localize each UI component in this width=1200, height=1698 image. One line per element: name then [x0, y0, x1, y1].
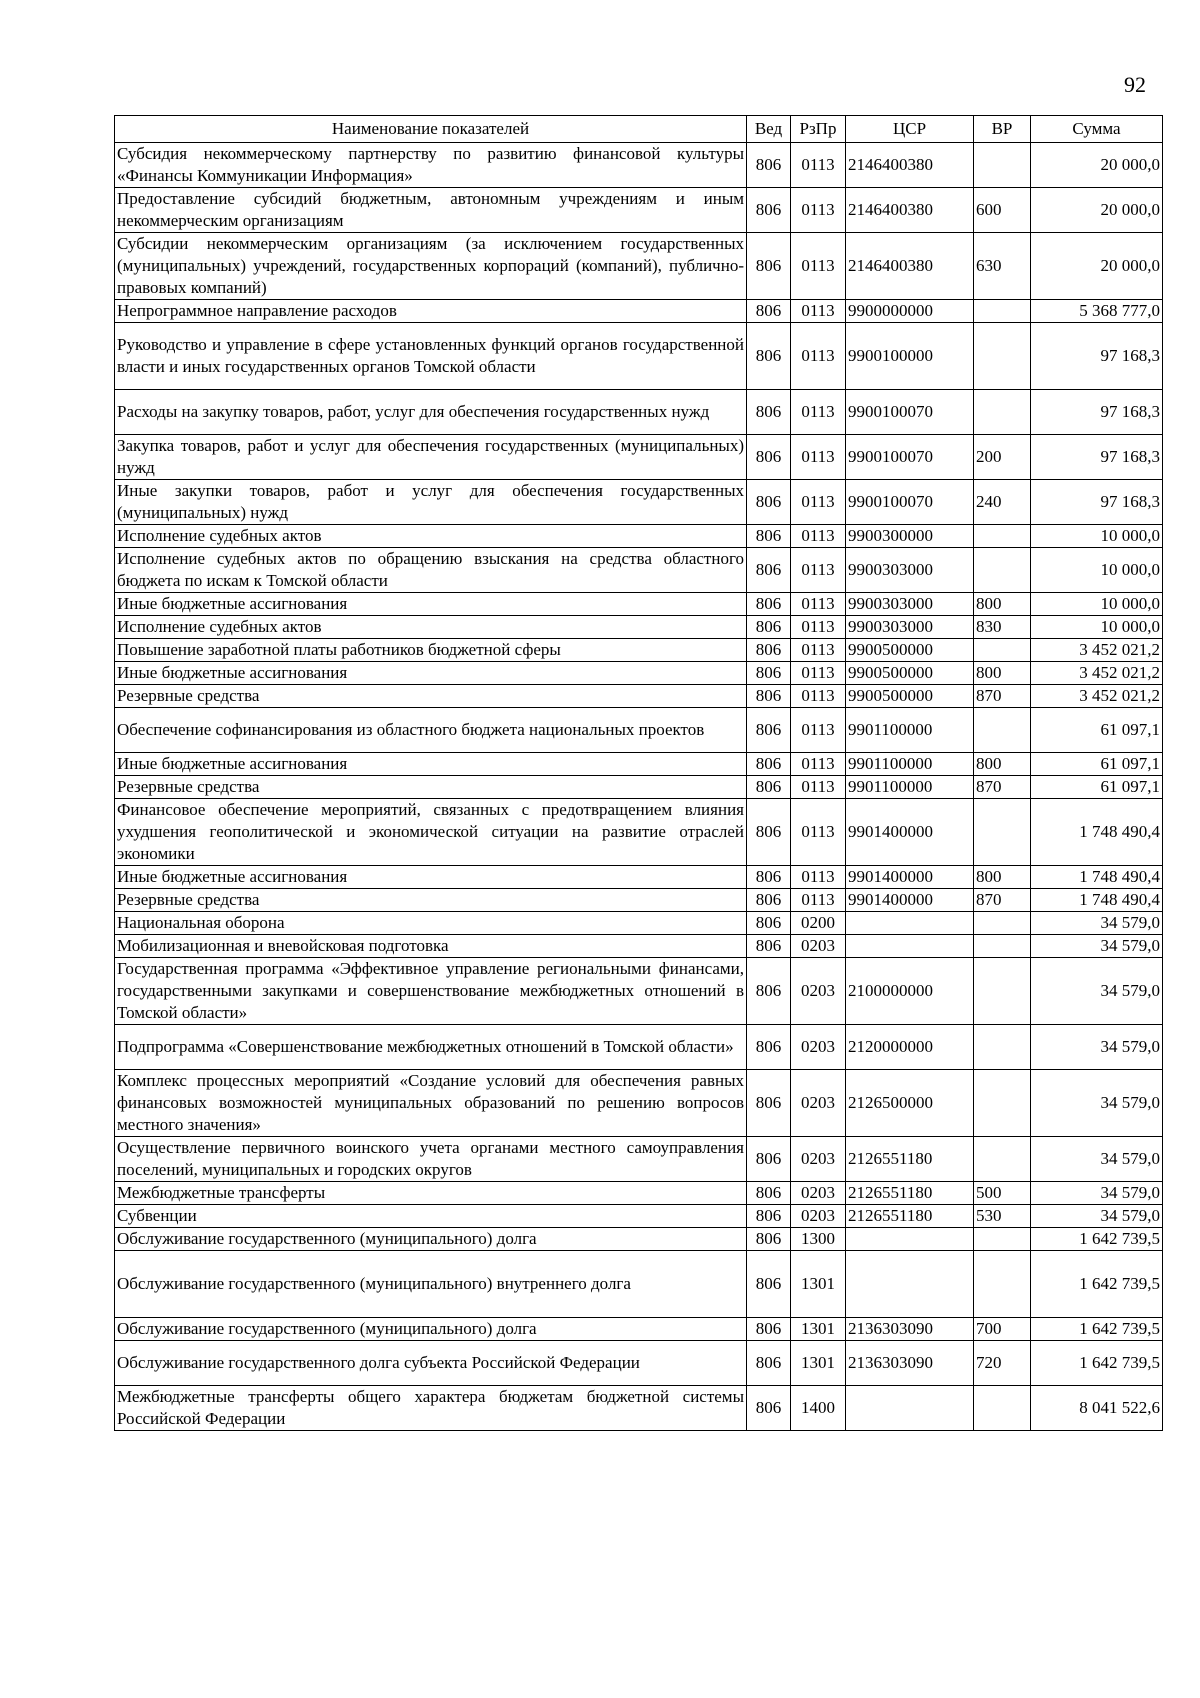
table-row [115, 776, 1163, 799]
cell-csr: 2126500000 [846, 1070, 974, 1137]
cell-name: Руководство и управление в сфере установленных функций органов государственной власти и иных государственных органов Томской области [115, 323, 747, 390]
cell-ved: 806 [747, 866, 791, 889]
table-row [115, 323, 1163, 390]
cell-name: Субсидии некоммерческим организациям (за исключением государственных (муниципальных) учреждений, государственных корпораций (компаний), публично-правовых компаний) [115, 233, 747, 300]
cell-ved: 806 [747, 708, 791, 753]
cell-ved: 806 [747, 300, 791, 323]
cell-vr [974, 300, 1031, 323]
cell-rzpr: 0200 [791, 912, 846, 935]
cell-sum: 1 642 739,5 [1031, 1228, 1163, 1251]
cell-vr [974, 1228, 1031, 1251]
cell-name: Подпрограмма «Совершенствование межбюджетных отношений в Томской области» [115, 1025, 747, 1070]
cell-name: Межбюджетные трансферты общего характера бюджетам бюджетной системы Российской Федерации [115, 1386, 747, 1431]
cell-name: Национальная оборона [115, 912, 747, 935]
cell-ved: 806 [747, 1341, 791, 1386]
cell-vr: 870 [974, 889, 1031, 912]
cell-name: Исполнение судебных актов [115, 616, 747, 639]
cell-csr: 2136303090 [846, 1341, 974, 1386]
cell-vr: 700 [974, 1318, 1031, 1341]
cell-name: Иные бюджетные ассигнования [115, 593, 747, 616]
cell-name: Повышение заработной платы работников бюджетной сферы [115, 639, 747, 662]
cell-name: Резервные средства [115, 776, 747, 799]
cell-ved: 806 [747, 1070, 791, 1137]
cell-vr: 240 [974, 480, 1031, 525]
cell-name: Иные закупки товаров, работ и услуг для обеспечения государственных (муниципальных) нужд [115, 480, 747, 525]
cell-ved: 806 [747, 1025, 791, 1070]
header-rzpr: РзПр [791, 116, 846, 143]
cell-vr: 800 [974, 593, 1031, 616]
table-row [115, 889, 1163, 912]
cell-ved: 806 [747, 1318, 791, 1341]
cell-sum: 97 168,3 [1031, 435, 1163, 480]
cell-rzpr: 1301 [791, 1251, 846, 1318]
cell-sum: 1 642 739,5 [1031, 1341, 1163, 1386]
cell-csr: 9900500000 [846, 639, 974, 662]
cell-ved: 806 [747, 548, 791, 593]
cell-ved: 806 [747, 662, 791, 685]
cell-sum: 34 579,0 [1031, 1025, 1163, 1070]
cell-ved: 806 [747, 390, 791, 435]
cell-rzpr: 0203 [791, 1070, 846, 1137]
cell-vr: 500 [974, 1182, 1031, 1205]
table-row [115, 233, 1163, 300]
table-row [115, 912, 1163, 935]
cell-name: Осуществление первичного воинского учета органами местного самоуправления поселений, муниципальных и городских округов [115, 1137, 747, 1182]
cell-vr: 630 [974, 233, 1031, 300]
cell-rzpr: 0113 [791, 323, 846, 390]
cell-ved: 806 [747, 685, 791, 708]
cell-name: Иные бюджетные ассигнования [115, 662, 747, 685]
cell-sum: 10 000,0 [1031, 548, 1163, 593]
cell-ved: 806 [747, 143, 791, 188]
cell-csr: 9901400000 [846, 799, 974, 866]
cell-rzpr: 0113 [791, 233, 846, 300]
cell-sum: 10 000,0 [1031, 525, 1163, 548]
table-row [115, 662, 1163, 685]
cell-vr [974, 1251, 1031, 1318]
cell-name: Межбюджетные трансферты [115, 1182, 747, 1205]
table-row [115, 548, 1163, 593]
cell-ved: 806 [747, 912, 791, 935]
cell-vr: 800 [974, 662, 1031, 685]
cell-csr: 9901100000 [846, 753, 974, 776]
cell-csr [846, 1386, 974, 1431]
cell-name: Исполнение судебных актов по обращению взыскания на средства областного бюджета по искам к Томской области [115, 548, 747, 593]
table-row [115, 390, 1163, 435]
cell-ved: 806 [747, 889, 791, 912]
cell-ved: 806 [747, 480, 791, 525]
cell-csr: 2136303090 [846, 1318, 974, 1341]
cell-sum: 34 579,0 [1031, 1137, 1163, 1182]
cell-csr [846, 1251, 974, 1318]
cell-rzpr: 0113 [791, 143, 846, 188]
cell-csr: 9901100000 [846, 708, 974, 753]
table-row [115, 1228, 1163, 1251]
table-row [115, 616, 1163, 639]
cell-name: Обслуживание государственного (муниципального) долга [115, 1318, 747, 1341]
cell-name: Обслуживание государственного (муниципального) долга [115, 1228, 747, 1251]
cell-sum: 3 452 021,2 [1031, 662, 1163, 685]
cell-csr: 9900100070 [846, 480, 974, 525]
cell-rzpr: 0113 [791, 866, 846, 889]
cell-csr: 2146400380 [846, 188, 974, 233]
cell-rzpr: 0203 [791, 935, 846, 958]
cell-name: Субвенции [115, 1205, 747, 1228]
cell-rzpr: 0113 [791, 889, 846, 912]
table-row [115, 300, 1163, 323]
header-name: Наименование показателей [115, 116, 747, 143]
cell-vr [974, 1137, 1031, 1182]
cell-csr: 9900100070 [846, 435, 974, 480]
cell-sum: 3 452 021,2 [1031, 639, 1163, 662]
cell-name: Исполнение судебных актов [115, 525, 747, 548]
cell-ved: 806 [747, 233, 791, 300]
cell-rzpr: 0113 [791, 390, 846, 435]
cell-sum: 3 452 021,2 [1031, 685, 1163, 708]
cell-name: Иные бюджетные ассигнования [115, 753, 747, 776]
cell-ved: 806 [747, 1137, 791, 1182]
cell-vr: 720 [974, 1341, 1031, 1386]
cell-csr: 2126551180 [846, 1182, 974, 1205]
cell-rzpr: 0203 [791, 958, 846, 1025]
cell-sum: 1 642 739,5 [1031, 1318, 1163, 1341]
cell-rzpr: 0113 [791, 639, 846, 662]
table-row [115, 866, 1163, 889]
cell-csr: 9900303000 [846, 548, 974, 593]
cell-sum: 61 097,1 [1031, 776, 1163, 799]
header-sum: Сумма [1031, 116, 1163, 143]
cell-name: Расходы на закупку товаров, работ, услуг для обеспечения государственных нужд [115, 390, 747, 435]
cell-sum: 1 748 490,4 [1031, 889, 1163, 912]
cell-rzpr: 0113 [791, 188, 846, 233]
cell-rzpr: 0113 [791, 708, 846, 753]
cell-sum: 34 579,0 [1031, 1182, 1163, 1205]
cell-sum: 61 097,1 [1031, 753, 1163, 776]
cell-vr: 200 [974, 435, 1031, 480]
cell-sum: 97 168,3 [1031, 390, 1163, 435]
cell-sum: 1 748 490,4 [1031, 866, 1163, 889]
cell-csr: 2100000000 [846, 958, 974, 1025]
cell-rzpr: 0203 [791, 1025, 846, 1070]
cell-csr [846, 912, 974, 935]
table-row [115, 708, 1163, 753]
cell-csr: 2126551180 [846, 1205, 974, 1228]
cell-ved: 806 [747, 1386, 791, 1431]
cell-csr: 2146400380 [846, 233, 974, 300]
cell-ved: 806 [747, 188, 791, 233]
cell-rzpr: 0113 [791, 525, 846, 548]
budget-table [114, 115, 1163, 1431]
table-row [115, 1182, 1163, 1205]
cell-sum: 20 000,0 [1031, 143, 1163, 188]
cell-name: Обеспечение софинансирования из областного бюджета национальных проектов [115, 708, 747, 753]
cell-ved: 806 [747, 616, 791, 639]
cell-vr [974, 390, 1031, 435]
cell-rzpr: 0203 [791, 1182, 846, 1205]
cell-sum: 10 000,0 [1031, 593, 1163, 616]
cell-rzpr: 0203 [791, 1205, 846, 1228]
cell-ved: 806 [747, 935, 791, 958]
cell-ved: 806 [747, 435, 791, 480]
cell-vr: 870 [974, 685, 1031, 708]
table-row [115, 958, 1163, 1025]
cell-rzpr: 0113 [791, 300, 846, 323]
cell-name: Государственная программа «Эффективное управление региональными финансами, государственными закупками и совершенствование межбюджетных отношений в Томской области» [115, 958, 747, 1025]
page-number: 92 [1124, 72, 1146, 97]
cell-vr [974, 958, 1031, 1025]
table-row [115, 1341, 1163, 1386]
table-row [115, 1205, 1163, 1228]
cell-vr: 600 [974, 188, 1031, 233]
cell-csr: 9900000000 [846, 300, 974, 323]
cell-name: Непрограммное направление расходов [115, 300, 747, 323]
cell-ved: 806 [747, 753, 791, 776]
cell-csr: 2120000000 [846, 1025, 974, 1070]
cell-sum: 34 579,0 [1031, 958, 1163, 1025]
cell-sum: 10 000,0 [1031, 616, 1163, 639]
cell-rzpr: 1301 [791, 1341, 846, 1386]
cell-csr [846, 1228, 974, 1251]
cell-sum: 20 000,0 [1031, 233, 1163, 300]
cell-csr: 9901400000 [846, 889, 974, 912]
table-row [115, 480, 1163, 525]
table-row [115, 935, 1163, 958]
cell-csr: 9900500000 [846, 685, 974, 708]
cell-name: Мобилизационная и вневойсковая подготовка [115, 935, 747, 958]
cell-sum: 8 041 522,6 [1031, 1386, 1163, 1431]
table-row [115, 1318, 1163, 1341]
cell-ved: 806 [747, 639, 791, 662]
cell-ved: 806 [747, 776, 791, 799]
cell-ved: 806 [747, 958, 791, 1025]
table-row [115, 1137, 1163, 1182]
cell-sum: 1 748 490,4 [1031, 799, 1163, 866]
table-row [115, 143, 1163, 188]
cell-vr [974, 708, 1031, 753]
cell-ved: 806 [747, 1251, 791, 1318]
cell-vr: 800 [974, 753, 1031, 776]
cell-vr [974, 799, 1031, 866]
cell-name: Предоставление субсидий бюджетным, автономным учреждениям и иным некоммерческим организациям [115, 188, 747, 233]
cell-vr [974, 323, 1031, 390]
cell-vr: 870 [974, 776, 1031, 799]
cell-rzpr: 0113 [791, 616, 846, 639]
cell-sum: 61 097,1 [1031, 708, 1163, 753]
table-row [115, 1386, 1163, 1431]
cell-rzpr: 0113 [791, 776, 846, 799]
cell-ved: 806 [747, 593, 791, 616]
cell-csr: 9900100000 [846, 323, 974, 390]
cell-vr [974, 912, 1031, 935]
header-vr: ВР [974, 116, 1031, 143]
table-row [115, 799, 1163, 866]
cell-rzpr: 1400 [791, 1386, 846, 1431]
table-row [115, 1070, 1163, 1137]
cell-csr [846, 935, 974, 958]
header-ved: Вед [747, 116, 791, 143]
cell-name: Иные бюджетные ассигнования [115, 866, 747, 889]
cell-rzpr: 0113 [791, 480, 846, 525]
cell-rzpr: 1300 [791, 1228, 846, 1251]
table-row [115, 1251, 1163, 1318]
cell-ved: 806 [747, 525, 791, 548]
cell-rzpr: 0113 [791, 662, 846, 685]
cell-rzpr: 0113 [791, 799, 846, 866]
cell-vr [974, 639, 1031, 662]
cell-csr: 9901400000 [846, 866, 974, 889]
cell-ved: 806 [747, 323, 791, 390]
cell-csr: 9901100000 [846, 776, 974, 799]
table-row [115, 525, 1163, 548]
cell-rzpr: 0203 [791, 1137, 846, 1182]
cell-vr [974, 525, 1031, 548]
cell-name: Обслуживание государственного долга субъекта Российской Федерации [115, 1341, 747, 1386]
cell-sum: 34 579,0 [1031, 1205, 1163, 1228]
table-header-row [115, 116, 1163, 143]
cell-sum: 5 368 777,0 [1031, 300, 1163, 323]
cell-vr [974, 1070, 1031, 1137]
table-row [115, 753, 1163, 776]
cell-vr [974, 1386, 1031, 1431]
cell-name: Финансовое обеспечение мероприятий, связанных с предотвращением влияния ухудшения геополитической и экономической ситуации на развитие отраслей экономики [115, 799, 747, 866]
cell-rzpr: 0113 [791, 753, 846, 776]
table-row [115, 685, 1163, 708]
cell-sum: 97 168,3 [1031, 480, 1163, 525]
cell-ved: 806 [747, 1205, 791, 1228]
cell-csr: 9900500000 [846, 662, 974, 685]
table-row [115, 1025, 1163, 1070]
table-row [115, 188, 1163, 233]
cell-csr: 9900303000 [846, 616, 974, 639]
cell-ved: 806 [747, 799, 791, 866]
header-csr: ЦСР [846, 116, 974, 143]
cell-sum: 1 642 739,5 [1031, 1251, 1163, 1318]
cell-sum: 34 579,0 [1031, 935, 1163, 958]
cell-csr: 9900100070 [846, 390, 974, 435]
table-row [115, 435, 1163, 480]
cell-name: Комплекс процессных мероприятий «Создание условий для обеспечения равных финансовых возможностей муниципальных образований по решению вопросов местного значения» [115, 1070, 747, 1137]
cell-sum: 34 579,0 [1031, 1070, 1163, 1137]
table-row [115, 593, 1163, 616]
cell-vr [974, 143, 1031, 188]
cell-rzpr: 0113 [791, 548, 846, 593]
cell-rzpr: 1301 [791, 1318, 846, 1341]
cell-sum: 20 000,0 [1031, 188, 1163, 233]
cell-name: Резервные средства [115, 685, 747, 708]
cell-sum: 34 579,0 [1031, 912, 1163, 935]
cell-name: Закупка товаров, работ и услуг для обеспечения государственных (муниципальных) нужд [115, 435, 747, 480]
cell-csr: 2146400380 [846, 143, 974, 188]
table-row [115, 639, 1163, 662]
cell-csr: 9900300000 [846, 525, 974, 548]
cell-vr [974, 1025, 1031, 1070]
cell-csr: 2126551180 [846, 1137, 974, 1182]
cell-ved: 806 [747, 1182, 791, 1205]
cell-name: Обслуживание государственного (муниципального) внутреннего долга [115, 1251, 747, 1318]
cell-vr [974, 548, 1031, 593]
cell-rzpr: 0113 [791, 435, 846, 480]
cell-vr: 530 [974, 1205, 1031, 1228]
cell-sum: 97 168,3 [1031, 323, 1163, 390]
cell-name: Субсидия некоммерческому партнерству по развитию финансовой культуры «Финансы Коммуникации Информация» [115, 143, 747, 188]
cell-rzpr: 0113 [791, 593, 846, 616]
cell-ved: 806 [747, 1228, 791, 1251]
cell-csr: 9900303000 [846, 593, 974, 616]
cell-rzpr: 0113 [791, 685, 846, 708]
cell-vr: 830 [974, 616, 1031, 639]
cell-name: Резервные средства [115, 889, 747, 912]
cell-vr [974, 935, 1031, 958]
cell-vr: 800 [974, 866, 1031, 889]
